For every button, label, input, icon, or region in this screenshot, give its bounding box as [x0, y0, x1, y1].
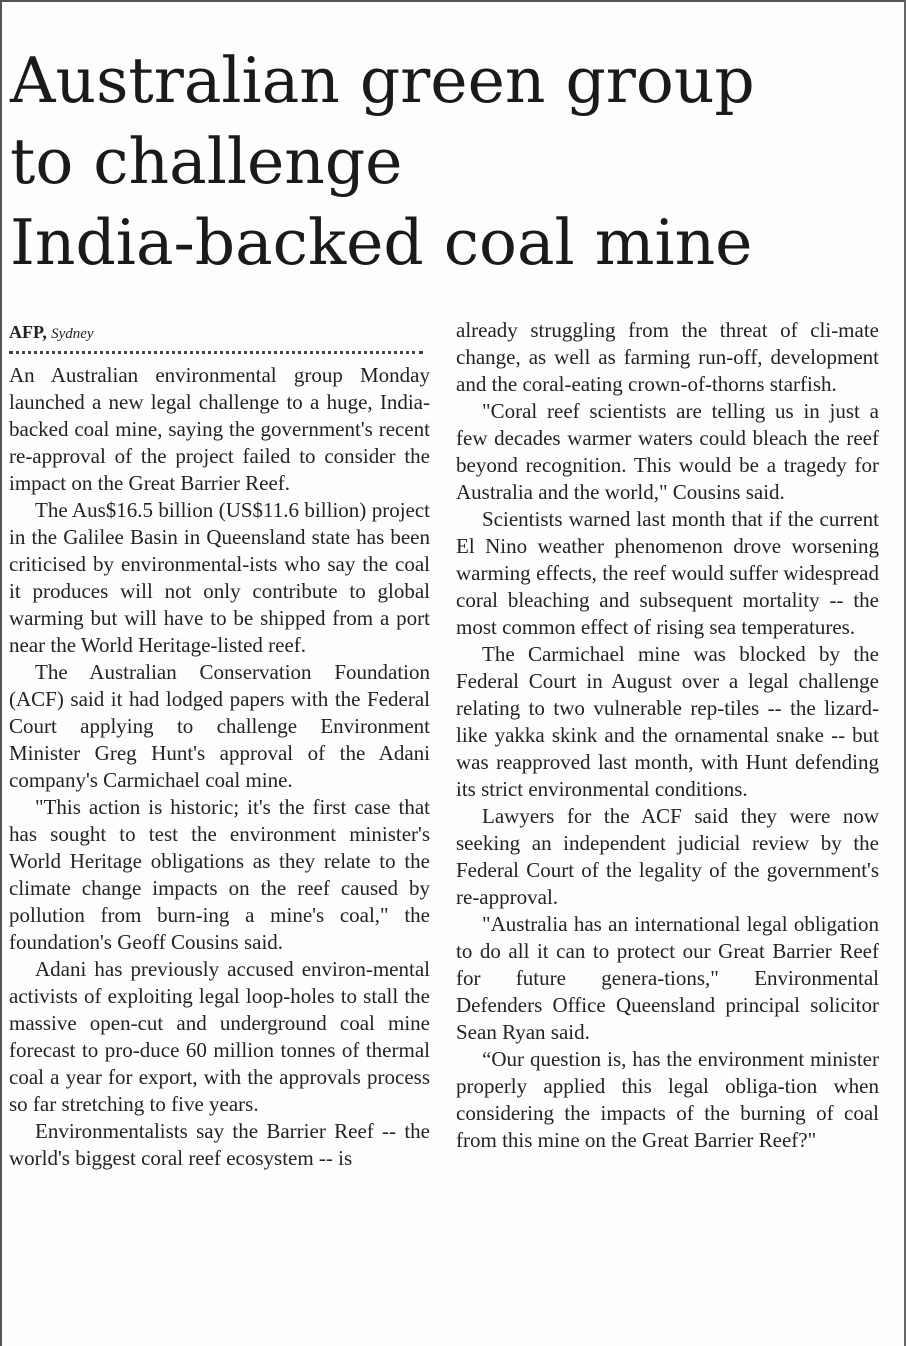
byline-place: Sydney — [51, 326, 94, 342]
paragraph: Environmentalists say the Barrier Reef -- the world's biggest coral reef ecosystem -- is — [9, 1119, 430, 1170]
paragraph: The Aus$16.5 billion (US$11.6 billion) project in the Galilee Basin in Queensland state has been criticised by environmental-ists who say the coal it produces will not only contribute to global warming but will have to be shipped from a port near the World Heritage-listed reef. — [9, 498, 430, 657]
paragraph: Scientists warned last month that if the current El Nino weather phenomenon drove worsening warming effects, the reef would suffer widespread coral bleaching and subsequent mortality -- the most common effect of rising sea temperatures. — [456, 507, 879, 639]
paragraph: “Our question is, has the environment minister properly applied this legal obliga-tion when considering the impacts of the burning of coal from this mine on the Great Barrier Reef?" — [456, 1047, 879, 1152]
paragraph: An Australian environmental group Monday launched a new legal challenge to a huge, India-backed coal mine, saying the government's recent re-approval of the project failed to consider the impact on the Great Barrier Reef. — [9, 363, 430, 495]
headline — [10, 40, 890, 283]
paragraph: "Coral reef scientists are telling us in just a few decades warmer waters could bleach the reef beyond recognition. This would be a tragedy for Australia and the world," Cousins said. — [456, 399, 879, 504]
byline-agency: AFP, — [9, 322, 47, 342]
headline-line: India-backed coal mine — [10, 206, 753, 279]
headline-line: to challenge — [10, 125, 403, 198]
paragraph: The Carmichael mine was blocked by the Federal Court in August over a legal challenge relating to two vulnerable rep-tiles -- the lizard-like yakka skink and the ornamental snake -- but was reapproved last month, with Hunt defending its strict environmental conditions. — [456, 642, 879, 801]
paragraph: Adani has previously accused environ-mental activists of exploiting legal loop-holes to stall the massive open-cut and underground coal mine forecast to pro-duce 60 million tonnes of thermal coal a year for export, with the approvals process so far stretching to five years. — [9, 957, 430, 1116]
left-column — [9, 319, 430, 1172]
paragraph: "This action is historic; it's the first case that has sought to test the environment minister's World Heritage obligations as they relate to the climate change impacts on the reef caused by pollution from burn-ing a mine's coal," the foundation's Geoff Cousins said. — [9, 795, 430, 954]
right-column — [456, 317, 879, 1154]
headline-line: Australian green group — [10, 44, 755, 117]
byline — [9, 319, 430, 347]
paragraph: "Australia has an international legal obligation to do all it can to protect our Great Barrier Reef for future genera-tions," Environmental Defenders Office Queensland principal solicitor Sean Ryan said. — [456, 912, 879, 1044]
paragraph: already struggling from the threat of cli-mate change, as well as farming run-off, development and the coral-eating crown-of-thorns starfish. — [456, 318, 879, 396]
paragraph: Lawyers for the ACF said they were now seeking an independent judicial review by the Federal Court of the legality of the government's re-approval. — [456, 804, 879, 909]
dotted-rule — [9, 351, 423, 354]
paragraph: The Australian Conservation Foundation (ACF) said it had lodged papers with the Federal Court applying to challenge Environment Minister Greg Hunt's approval of the Adani company's Carmichael coal mine. — [9, 660, 430, 792]
